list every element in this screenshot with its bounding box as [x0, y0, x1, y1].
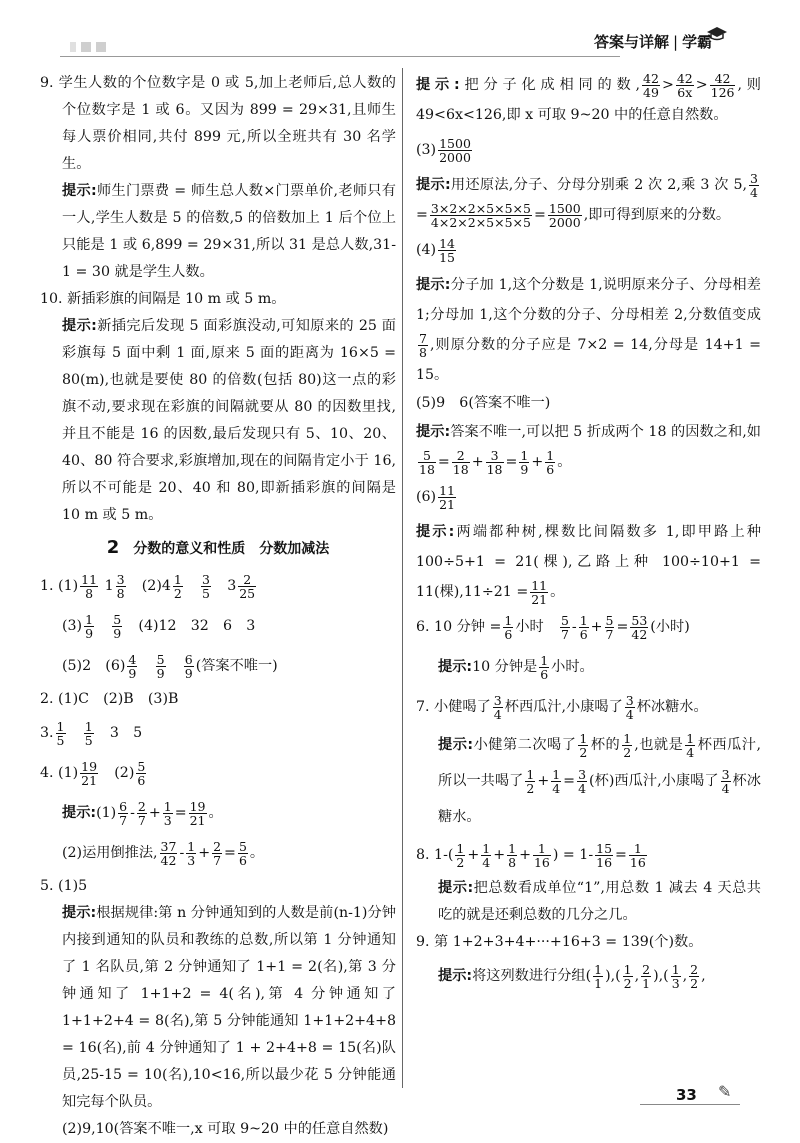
fraction: $\frac{42}{49}$ — [643, 70, 659, 100]
hint-4-1: 提示:(1) $\frac{6}{7}$ - $\frac{2}{7}$ + $\frac{1}{3}$ = $\frac{19}{21}$ 。 — [62, 798, 223, 828]
answer-3: 3. $\frac{1}{5}$ $\frac{1}{5}$ 3 5 — [40, 718, 143, 748]
hint-5-5: 提示:答案不唯一,可以把 5 折成两个 18 的因数之和,如 $\frac{5}{18}$ = $\frac{2}{18}$ + $\frac{3}{18}$ = $\frac{1}{9}$ + $\frac{1}{6}$ 。 — [416, 424, 761, 477]
fraction: $\frac{1}{16}$ — [533, 840, 550, 870]
answer-5-5: (5)9 6(答案不唯一) — [416, 395, 551, 411]
fraction: $\frac{1}{6}$ — [546, 447, 555, 477]
fraction: $\frac{3}{8}$ — [116, 571, 125, 601]
fraction: $\frac{15}{16}$ — [596, 840, 613, 870]
fraction: $\frac{53}{42}$ — [631, 612, 648, 642]
hint-5-4: 提示:分子加 1,这个分数是 1,说明原来分子、分母相差 1;分母加 1,这个分数的分子、分母相差 2,分数值变成 $\frac{7}{8}$ ,则原分数的分子应是 7×2 = 14,分母是 14+1 = 15。 — [416, 277, 761, 383]
fraction: $\frac{1}{3}$ — [163, 798, 172, 828]
fraction: $\frac{3}{18}$ — [486, 447, 503, 477]
hint-5-3: 提示:用还原法,分子、分母分别乘 2 次 2,乘 3 次 5, $\frac{3}{4}$ = $\frac{3\times 2\times 2\times 5\times 5\times 5}{4\times 2\times 2\times 5\times 5\times 5}$ = $\frac{1500}{2000}$ ,即可得到原来的分数。 — [416, 170, 758, 230]
fraction: $\frac{4}{9}$ — [128, 651, 137, 681]
fraction: $\frac{3}{4}$ — [625, 692, 634, 722]
fraction: $\frac{14}{15}$ — [439, 235, 456, 265]
fraction: $\frac{1}{3}$ — [187, 838, 196, 868]
fraction: $\frac{1500}{2000}$ — [548, 200, 581, 230]
hint-text: 师生门票费 = 师生总人数×门票单价,老师只有一人,学生人数是 5 的倍数,5 的倍数加上 1 后个位上只能是 1 或 6,899 = 29×31,所以 31 是总人数,31-1 = 30 就是学生人数。 — [62, 183, 396, 280]
fraction: $\frac{1}{3}$ — [671, 961, 680, 991]
fraction: $\frac{3}{5}$ — [202, 571, 210, 601]
answer-5: 5. (1)5 — [40, 878, 88, 894]
hint-9-right: 提示:将这列数进行分组( $\frac{1}{1}$ ),( $\frac{1}{2}$ , $\frac{2}{1}$ ),( $\frac{1}{3}$ , $\frac{2}{2}$ , — [438, 961, 706, 991]
fraction: $\frac{42}{126}$ — [710, 70, 735, 100]
answer-2: 2. (1)C (2)B (3)B — [40, 691, 179, 707]
answer-5-3: (3) $\frac{1500}{2000}$ — [416, 135, 471, 165]
answer-5-2: (2)9,10(答案不唯一,x 可取 9~20 中的任意自然数) — [62, 1121, 389, 1137]
section-heading — [40, 535, 396, 562]
answer-10: 10. 新插彩旗的间隔是 10 m 或 5 m。 — [40, 291, 286, 307]
fraction: $\frac{2}{7}$ — [137, 798, 146, 828]
fraction: $\frac{11}{8}$ — [81, 571, 98, 601]
graduation-cap-icon — [706, 26, 728, 46]
header-title: 答案与详解 — [594, 33, 670, 51]
fraction: $\frac{11}{21}$ — [439, 482, 456, 512]
fraction: $\frac{2}{7}$ — [213, 838, 222, 868]
fraction: $\frac{1}{4}$ — [552, 766, 561, 796]
hint-8: 提示:把总数看成单位“1”,用总数 1 减去 4 天总共吃的就是还剩总数的几分之几。 — [438, 880, 761, 923]
fraction: $\frac{5}{7}$ — [560, 612, 569, 642]
header-decoration — [70, 42, 106, 52]
fraction: $\frac{1}{2}$ — [623, 961, 632, 991]
hint-9 — [40, 178, 396, 286]
hint-6: 提示:10 分钟是 $\frac{1}{6}$ 小时。 — [438, 652, 594, 682]
answer-9-right: 9. 第 1+2+3+4+···+16+3 = 139(个)数。 — [416, 934, 703, 950]
fraction: $\frac{1}{4}$ — [686, 730, 695, 760]
footer-rule — [640, 1104, 740, 1105]
fraction: $\frac{5}{6}$ — [238, 838, 247, 868]
fraction: $\frac{11}{21}$ — [531, 577, 548, 607]
fraction: $\frac{1}{2}$ — [173, 571, 182, 601]
fraction: $\frac{1}{6}$ — [579, 612, 588, 642]
fraction: $\frac{2}{18}$ — [452, 447, 469, 477]
header-rule — [60, 56, 620, 57]
fraction: $\frac{5}{6}$ — [137, 758, 146, 788]
answer-9: 9. 学生人数的个位数字是 0 或 5,加上老师后,总人数的个位数字是 1 或 6。又因为 899 = 29×31,且师生每人票价相同,共付 899 元,所以全班共有 30 名学生。 — [40, 75, 396, 172]
fraction: $\frac{5}{9}$ — [156, 651, 165, 681]
fraction: $\frac{19}{21}$ — [81, 758, 98, 788]
fraction: $\frac{6}{9}$ — [184, 651, 193, 681]
fraction: $\frac{2}{2}$ — [690, 961, 699, 991]
fraction: $\frac{7}{8}$ — [419, 330, 427, 360]
fraction: $\frac{2}{25}$ — [239, 571, 256, 601]
hint-text: 新插完后发现 5 面彩旗没动,可知原来的 25 面彩旗每 5 面中剩 1 面,原来 5 面的距离为 16×5 = 80(m),也就是要使 80 的倍数(包括 80)这一点的彩旗不动,要求现在彩旗的间隔就要从 80 的因数里找,并且不能是 16 的因数,最后发现只有 5、10、20、40、80 符合要求,彩旗增加,现在的间隔肯定小于 16,所以不可能是 20、40 和 80,即新插彩旗的间隔是 10 m 或 5 m。 — [62, 318, 396, 523]
page-number: 33 — [676, 1086, 697, 1104]
header-brand: 学霸 — [682, 33, 713, 51]
section-number: 2 — [106, 537, 120, 558]
fraction: $\frac{2}{1}$ — [642, 961, 651, 991]
answer-1-line1: 1. (1) $\frac{11}{8}$ 1 $\frac{3}{8}$ (2)4 $\frac{1}{2}$ $\frac{3}{5}$ 3 $\frac{2}{25}$ — [40, 571, 256, 601]
fraction: $\frac{1}{2}$ — [526, 766, 535, 796]
right-column — [416, 70, 761, 996]
hint-4-2: (2)运用倒推法, $\frac{37}{42}$ - $\frac{1}{3}$ + $\frac{2}{7}$ = $\frac{5}{6}$ 。 — [62, 838, 265, 868]
fraction: $\frac{3}{4}$ — [578, 766, 587, 796]
hint-5-2: 提示:把分子化成相同的数, $\frac{42}{49}$ > $\frac{42}{6x}$ > $\frac{42}{126}$ ,则 49<6x<126,即 x 可取 9~20 中的任意自然数。 — [416, 70, 761, 123]
column-divider — [402, 68, 403, 1088]
fraction: $\frac{1}{1}$ — [594, 961, 603, 991]
left-column — [40, 70, 396, 1143]
section-title: 分数的意义和性质 分数加减法 — [133, 541, 330, 557]
hint-label: 提示: — [62, 183, 97, 199]
fraction: $\frac{1}{16}$ — [629, 840, 646, 870]
answer-1-line2: (3) $\frac{1}{9}$ $\frac{5}{9}$ (4)12 32 6 3 — [62, 611, 256, 641]
answer-6: 6. 10 分钟 = $\frac{1}{6}$ 小时 $\frac{5}{7}$ - $\frac{1}{6}$ + $\frac{5}{7}$ = $\frac{53}{42}$ (小时) — [416, 612, 690, 642]
fraction: $\frac{5}{18}$ — [419, 447, 435, 477]
answer-5-4: (4) $\frac{14}{15}$ — [416, 235, 456, 265]
fraction: $\frac{1}{5}$ — [84, 718, 93, 748]
answer-8: 8. 1-( $\frac{1}{2}$ + $\frac{1}{4}$ + $\frac{1}{8}$ + $\frac{1}{16}$ ) = 1- $\frac{15}{16}$ = $\frac{1}{16}$ — [416, 840, 646, 870]
fraction: $\frac{1}{8}$ — [508, 840, 517, 870]
fraction: $\frac{42}{6x}$ — [676, 70, 693, 100]
fraction: $\frac{1}{2}$ — [579, 730, 588, 760]
fraction: $\frac{1}{9}$ — [520, 447, 529, 477]
fraction: $\frac{3\times 2\times 2\times 5\times 5\times 5}{4\times 2\times 2\times 5\times 5\times 5}$ — [430, 200, 531, 230]
fraction: $\frac{19}{21}$ — [189, 798, 206, 828]
header-separator: | — [673, 33, 679, 51]
hint-10 — [40, 313, 396, 529]
answer-7: 7. 小健喝了 $\frac{3}{4}$ 杯西瓜汁,小康喝了 $\frac{3}{4}$ 杯冰糖水。 — [416, 692, 708, 722]
fraction: $\frac{5}{7}$ — [605, 612, 614, 642]
fraction: $\frac{1500}{2000}$ — [439, 135, 471, 165]
fraction: $\frac{1}{9}$ — [85, 611, 94, 641]
fraction: $\frac{5}{9}$ — [113, 611, 122, 641]
answer-5-6: (6) $\frac{11}{21}$ — [416, 482, 456, 512]
fraction: $\frac{3}{4}$ — [493, 692, 502, 722]
fraction: $\frac{3}{4}$ — [750, 170, 758, 200]
pencil-icon: ✎ — [718, 1082, 732, 1101]
fraction: $\frac{1}{4}$ — [482, 840, 491, 870]
fraction: $\frac{1}{5}$ — [56, 718, 65, 748]
fraction: $\frac{1}{6}$ — [504, 612, 513, 642]
fraction: $\frac{37}{42}$ — [160, 838, 177, 868]
hint-5: 提示:根据规律:第 n 分钟通知到的人数是前(n-1)分钟内接到通知的队员和教练的总数,所以第 1 分钟通知了 1 名队员,第 2 分钟通知了 1+1 = 2(名),第 3 分钟通知了 1+1+2 = 4(名),第 4 分钟通知了 1+1+2+4 = 8(名),第 5 分钟能通知 1+1+2+4+8 = 16(名),前 4 分钟通知了 1 + 2+4+8 = 15(名)队员,25-15 = 10(名),10<16,所以最少花 5 分钟能通知完每个队员。 — [62, 905, 396, 1110]
fraction: $\frac{1}{6}$ — [540, 652, 549, 682]
hint-5-6: 提示:两端都种树,棵数比间隔数多 1,即甲路上种 100÷5+1 = 21(棵),乙路上种 100÷10+1 = 11(棵),11÷21 = $\frac{11}{21}$ 。 — [416, 524, 761, 607]
hint-7: 提示:小健第二次喝了 $\frac{1}{2}$ 杯的 $\frac{1}{2}$ ,也就是 $\frac{1}{4}$ 杯西瓜汁,所以一共喝了 $\frac{1}{2}$ + $\frac{1}{4}$ = $\frac{3}{4}$ (杯)西瓜汁,小康喝了 $\frac{3}{4}$ 杯冰糖水。 — [438, 730, 761, 825]
header — [594, 31, 712, 52]
fraction: $\frac{6}{7}$ — [119, 798, 128, 828]
answer-1-line3: (5)2 (6) $\frac{4}{9}$ $\frac{5}{9}$ $\frac{6}{9}$ (答案不唯一) — [62, 651, 278, 681]
fraction: $\frac{1}{2}$ — [456, 840, 465, 870]
fraction: $\frac{3}{4}$ — [721, 766, 730, 796]
answer-4: 4. (1) $\frac{19}{21}$ (2) $\frac{5}{6}$ — [40, 758, 146, 788]
hint-label: 提示: — [62, 318, 97, 334]
fraction: $\frac{1}{2}$ — [623, 730, 632, 760]
